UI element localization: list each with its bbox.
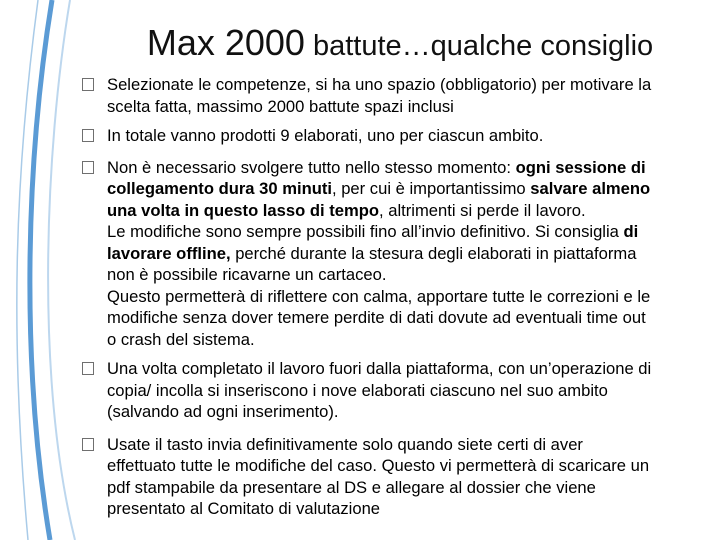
bold-text: ogni sessione di [515, 157, 646, 177]
text-run: non è possibile ricavarne un cartaceo. [107, 265, 387, 284]
text-run: pdf stampabile da presentare al DS e allegare al dossier che viene [107, 477, 596, 497]
text-run: effettuato tutte le modifiche del caso. Questo vi permetterà di scaricare un [107, 456, 650, 475]
text-run: copia/ incolla si inseriscono i nove elaborati ciascuno nel suo ambito [107, 380, 608, 400]
bullet-line [107, 286, 702, 308]
bullet-line [107, 125, 702, 147]
bullet-line [107, 329, 702, 351]
text-run: Non è necessario svolgere tutto nello stesso momento: [107, 157, 516, 177]
bullet-line [107, 74, 702, 96]
text-run: Le modifiche sono sempre possibili fino all’invio definitivo. Si consiglia [107, 222, 624, 241]
swoosh-line-inner [17, 0, 38, 540]
swoosh-line-outer [48, 0, 75, 540]
bold-text: una volta in questo lasso di tempo [107, 200, 379, 220]
bullet-line [107, 358, 702, 380]
bold-text: di [623, 222, 639, 241]
text-run: , altrimenti si perde il lavoro. [379, 200, 586, 220]
text-run: o crash del sistema. [107, 329, 255, 349]
bullet-line [107, 221, 702, 243]
bullet-line [107, 307, 702, 329]
bullet-line [107, 96, 702, 118]
bullet-line [107, 157, 702, 179]
bold-text: collegamento dura 30 minuti [107, 179, 332, 198]
bullet-line [107, 243, 702, 265]
bullet-marker-icon [82, 362, 94, 375]
text-run: modifiche senza dover temere perdite di dati dovute ad eventuali time out [107, 308, 646, 327]
bullet-line [107, 434, 702, 456]
bullet-item [82, 74, 702, 117]
bullet-list [82, 74, 702, 520]
bullet-marker-icon [82, 438, 94, 451]
title-rest: battute…qualche consiglio [304, 30, 654, 62]
bullet-line [107, 200, 702, 222]
text-run: Una volta completato il lavoro fuori dalla piattaforma, con un’operazione di [107, 359, 652, 378]
bullet-line [107, 455, 702, 477]
bullet-line [107, 498, 702, 520]
bullet-line [107, 178, 702, 200]
text-run: Usate il tasto invia definitivamente solo quando siete certi di aver [107, 434, 583, 454]
bullet-item [82, 125, 702, 147]
text-run: perché durante la stesura degli elaborati in piattaforma [230, 243, 637, 263]
text-run: Selezionate le competenze, si ha uno spazio (obbligatorio) per motivare la [107, 75, 652, 94]
bullet-marker-icon [82, 161, 94, 174]
bold-text: salvare almeno [530, 179, 651, 198]
text-run: scelta fatta, massimo 2000 battute spazi inclusi [107, 96, 454, 116]
text-run: In totale vanno prodotti 9 elaborati, uno per ciascun ambito. [107, 126, 544, 145]
bullet-item [82, 358, 702, 423]
bullet-marker-icon [82, 129, 94, 142]
bullet-line [107, 380, 702, 402]
bullet-line [107, 264, 702, 286]
bullet-marker-icon [82, 78, 94, 91]
text-run: , per cui è importantissimo [331, 179, 531, 198]
text-run: Questo permetterà di riflettere con calma, apportare tutte le correzioni e le [107, 286, 651, 306]
bullet-item [82, 434, 702, 520]
bullet-line [107, 401, 702, 423]
text-run: presentato al Comitato di valutazione [107, 499, 381, 518]
bullet-item [82, 157, 702, 351]
title-main: Max 2000 [146, 22, 305, 63]
bold-text: lavorare offline, [107, 243, 231, 263]
bullet-line [107, 477, 702, 499]
slide-title [0, 22, 720, 64]
text-run: (salvando ad ogni inserimento). [107, 402, 339, 421]
